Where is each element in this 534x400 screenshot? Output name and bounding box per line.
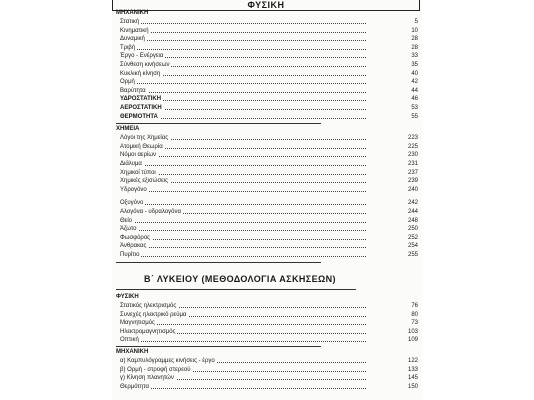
- toc-entry-page: 33: [411, 53, 418, 60]
- toc-entry-page: 230: [407, 152, 418, 159]
- toc-entry[interactable]: [120, 52, 418, 61]
- toc-entry-page: 103: [407, 328, 418, 335]
- toc-entry[interactable]: [120, 319, 418, 328]
- dot-leader: [120, 92, 366, 93]
- toc-entry-label: Μαγνητισμός: [120, 320, 155, 327]
- toc-entry-label: Συνεχές ηλεκτρικό ρεύμα: [120, 311, 187, 318]
- toc-entry[interactable]: [120, 328, 418, 337]
- toc-entry[interactable]: [120, 383, 418, 392]
- dot-leader: [120, 165, 366, 166]
- toc-entry[interactable]: [120, 186, 418, 195]
- toc-entry-label: Σύνθεση κινήσεων: [120, 62, 170, 68]
- toc-entry-page: 10: [411, 27, 418, 34]
- toc-entry-label: Οπτική: [120, 337, 139, 344]
- toc-entry[interactable]: [120, 151, 418, 160]
- toc-entry-label: Τριβή: [120, 44, 136, 51]
- toc-entry-page: 252: [407, 234, 418, 241]
- toc-entry-label: Ατομική Θεωρία: [120, 143, 163, 150]
- toc-entry[interactable]: [120, 35, 418, 44]
- toc-entry-page: 53: [411, 105, 418, 111]
- toc-entry-label: Κυκλική κίνηση: [120, 70, 161, 77]
- toc-entry[interactable]: [120, 169, 418, 178]
- toc-entry[interactable]: [120, 234, 418, 243]
- dot-leader: [120, 222, 366, 223]
- toc-entry-page: 244: [407, 209, 418, 215]
- toc-entry-label: Δυναμική: [120, 36, 145, 43]
- toc-entry[interactable]: [120, 242, 418, 251]
- toc-entry[interactable]: [120, 199, 418, 208]
- toc-entry-page: 46: [411, 96, 418, 103]
- toc-entry[interactable]: [120, 336, 418, 345]
- toc-entry-label: Άζωτο: [120, 226, 137, 233]
- dot-leader: [120, 247, 366, 248]
- dot-leader: [120, 49, 366, 50]
- toc-entry-label: Χημικές εξισώσεις: [120, 178, 169, 185]
- toc-entry-label: Διάλυμα: [120, 161, 142, 167]
- toc-entry[interactable]: [120, 374, 418, 383]
- toc-entry[interactable]: [120, 113, 418, 122]
- toc-entry-page: 225: [407, 143, 418, 150]
- toc-entry-label: Άνθρακας: [120, 243, 147, 250]
- dot-leader: [120, 32, 366, 33]
- toc-entry-page: 73: [411, 320, 418, 327]
- toc-entry-label: Υδρογόνο: [120, 186, 147, 193]
- toc-entry[interactable]: [120, 134, 418, 143]
- toc-entry-label: Νόμοι αερίων: [120, 152, 157, 159]
- dot-leader: [120, 83, 366, 84]
- toc-entry[interactable]: [120, 311, 418, 320]
- toc-entry[interactable]: [120, 251, 418, 260]
- toc-entry-page: 150: [407, 383, 418, 390]
- toc-entry-page: 237: [407, 169, 418, 176]
- toc-entry-label: Κινηματική: [120, 27, 149, 34]
- toc-entry-page: 35: [411, 62, 418, 68]
- toc-entry-page: 250: [407, 226, 418, 233]
- toc-entry-label: Χημικοί τύποι: [120, 169, 156, 176]
- dot-leader: [120, 204, 366, 205]
- dot-leader: [120, 341, 366, 342]
- toc-entry-label: Πυρίτιο: [120, 252, 140, 258]
- toc-entry[interactable]: [120, 177, 418, 186]
- toc-entry-label: Φωσφόρος: [120, 234, 151, 241]
- toc-entry-label: Οξυγόνο: [120, 200, 144, 207]
- toc-entry-label: Βαρύτητα: [120, 87, 146, 94]
- toc-entry-label: Ορμή: [120, 79, 135, 86]
- toc-entry-label: ΘΕΡΜΟΤΗΤΑ: [120, 113, 158, 120]
- toc-entry-page: 44: [411, 87, 418, 94]
- dot-leader: [120, 256, 366, 257]
- toc-entry[interactable]: [120, 208, 418, 217]
- toc-entry[interactable]: [120, 95, 418, 104]
- toc-entry-page: 242: [407, 200, 418, 207]
- section-heading: ΦΥΣΙΚΗ: [116, 294, 139, 300]
- toc-entry-page: 231: [407, 161, 418, 167]
- toc-entry-page: 80: [411, 311, 418, 318]
- divider-line: [116, 262, 321, 263]
- toc-entry-page: 240: [407, 186, 418, 193]
- toc-entry-label: Αλογόνα - υδραλογόνα: [120, 209, 181, 215]
- toc-entry-page: 109: [407, 337, 418, 344]
- toc-entry[interactable]: [120, 143, 418, 152]
- toc-entry[interactable]: [120, 70, 418, 79]
- toc-entry[interactable]: [120, 61, 418, 70]
- toc-entry[interactable]: [120, 78, 418, 87]
- toc-entry-label: Στατική: [120, 19, 140, 25]
- toc-entry-label: Θερμότητα: [120, 383, 149, 390]
- toc-entry[interactable]: [120, 225, 418, 234]
- divider-line: [116, 289, 356, 290]
- divider-line: [116, 123, 321, 124]
- section-heading: ΜΗΧΑΝΙΚΗ: [116, 10, 149, 16]
- toc-entry-page: 122: [407, 358, 418, 364]
- toc-entry-label: α) Καμπυλόγραμμες κινήσεις - έργο: [120, 358, 215, 364]
- toc-entry[interactable]: [120, 366, 418, 375]
- toc-entry-page: 55: [411, 113, 418, 120]
- toc-entry-label: β) Ορμή - στροφή στερεού: [120, 366, 191, 373]
- toc-entry-page: 239: [407, 178, 418, 185]
- section-title-b-lykeiou: Β΄ ΛΥΚΕΙΟΥ (ΜΕΘΟΔΟΛΟΓΙΑ ΑΣΚΗΣΕΩΝ): [144, 274, 336, 284]
- toc-entry-page: 28: [411, 44, 418, 51]
- toc-entry-label: γ) Κίνηση πλανητών: [120, 375, 174, 382]
- toc-entry-page: 133: [407, 366, 418, 373]
- section-heading: ΧΗΜΕΙΑ: [116, 126, 140, 133]
- toc-entry[interactable]: [120, 302, 418, 311]
- toc-entry[interactable]: [120, 357, 418, 366]
- index-page: [112, 0, 422, 400]
- toc-entry-page: 248: [407, 217, 418, 224]
- toc-entry-page: 76: [411, 303, 418, 309]
- toc-entry[interactable]: [120, 27, 418, 36]
- divider-line: [116, 346, 321, 347]
- toc-entry-label: Ηλεκτρομαγνητισμός: [120, 328, 176, 335]
- toc-entry[interactable]: [120, 217, 418, 226]
- toc-entry-page: 5: [414, 19, 418, 25]
- toc-entry-page: 255: [407, 252, 418, 258]
- dot-leader: [120, 239, 366, 240]
- toc-entry[interactable]: [120, 160, 418, 169]
- toc-entry-page: 28: [411, 36, 418, 43]
- toc-entry-label: ΑΕΡΟΣΤΑΤΙΚΗ: [120, 105, 162, 111]
- toc-entry-page: 145: [407, 375, 418, 382]
- toc-entry-label: ΥΔΡΟΣΤΑΤΙΚΗ: [120, 96, 162, 103]
- dot-leader: [120, 23, 366, 24]
- page-title: ΦΥΣΙΚΗ: [112, 0, 420, 11]
- toc-entry-page: 40: [411, 70, 418, 77]
- toc-entry-page: 42: [411, 79, 418, 86]
- toc-entry[interactable]: [120, 18, 418, 27]
- dot-leader: [120, 230, 366, 231]
- toc-entry-page: 223: [407, 135, 418, 142]
- toc-entry[interactable]: [120, 87, 418, 96]
- toc-entry-label: Στατικός ηλεκτρισμός: [120, 303, 177, 309]
- toc-entry-page: 254: [407, 243, 418, 250]
- toc-entry-label: Έργο - Ενέργεια: [120, 53, 164, 60]
- toc-entry-label: Λόγοι της Χημείας: [120, 135, 169, 142]
- toc-entry[interactable]: [120, 44, 418, 53]
- toc-entry[interactable]: [120, 104, 418, 113]
- dot-leader: [120, 388, 366, 389]
- dot-leader: [120, 191, 366, 192]
- dot-leader: [120, 40, 366, 41]
- toc-entry-label: Θείο: [120, 217, 133, 224]
- section-heading: ΜΗΧΑΝΙΚΗ: [116, 349, 149, 355]
